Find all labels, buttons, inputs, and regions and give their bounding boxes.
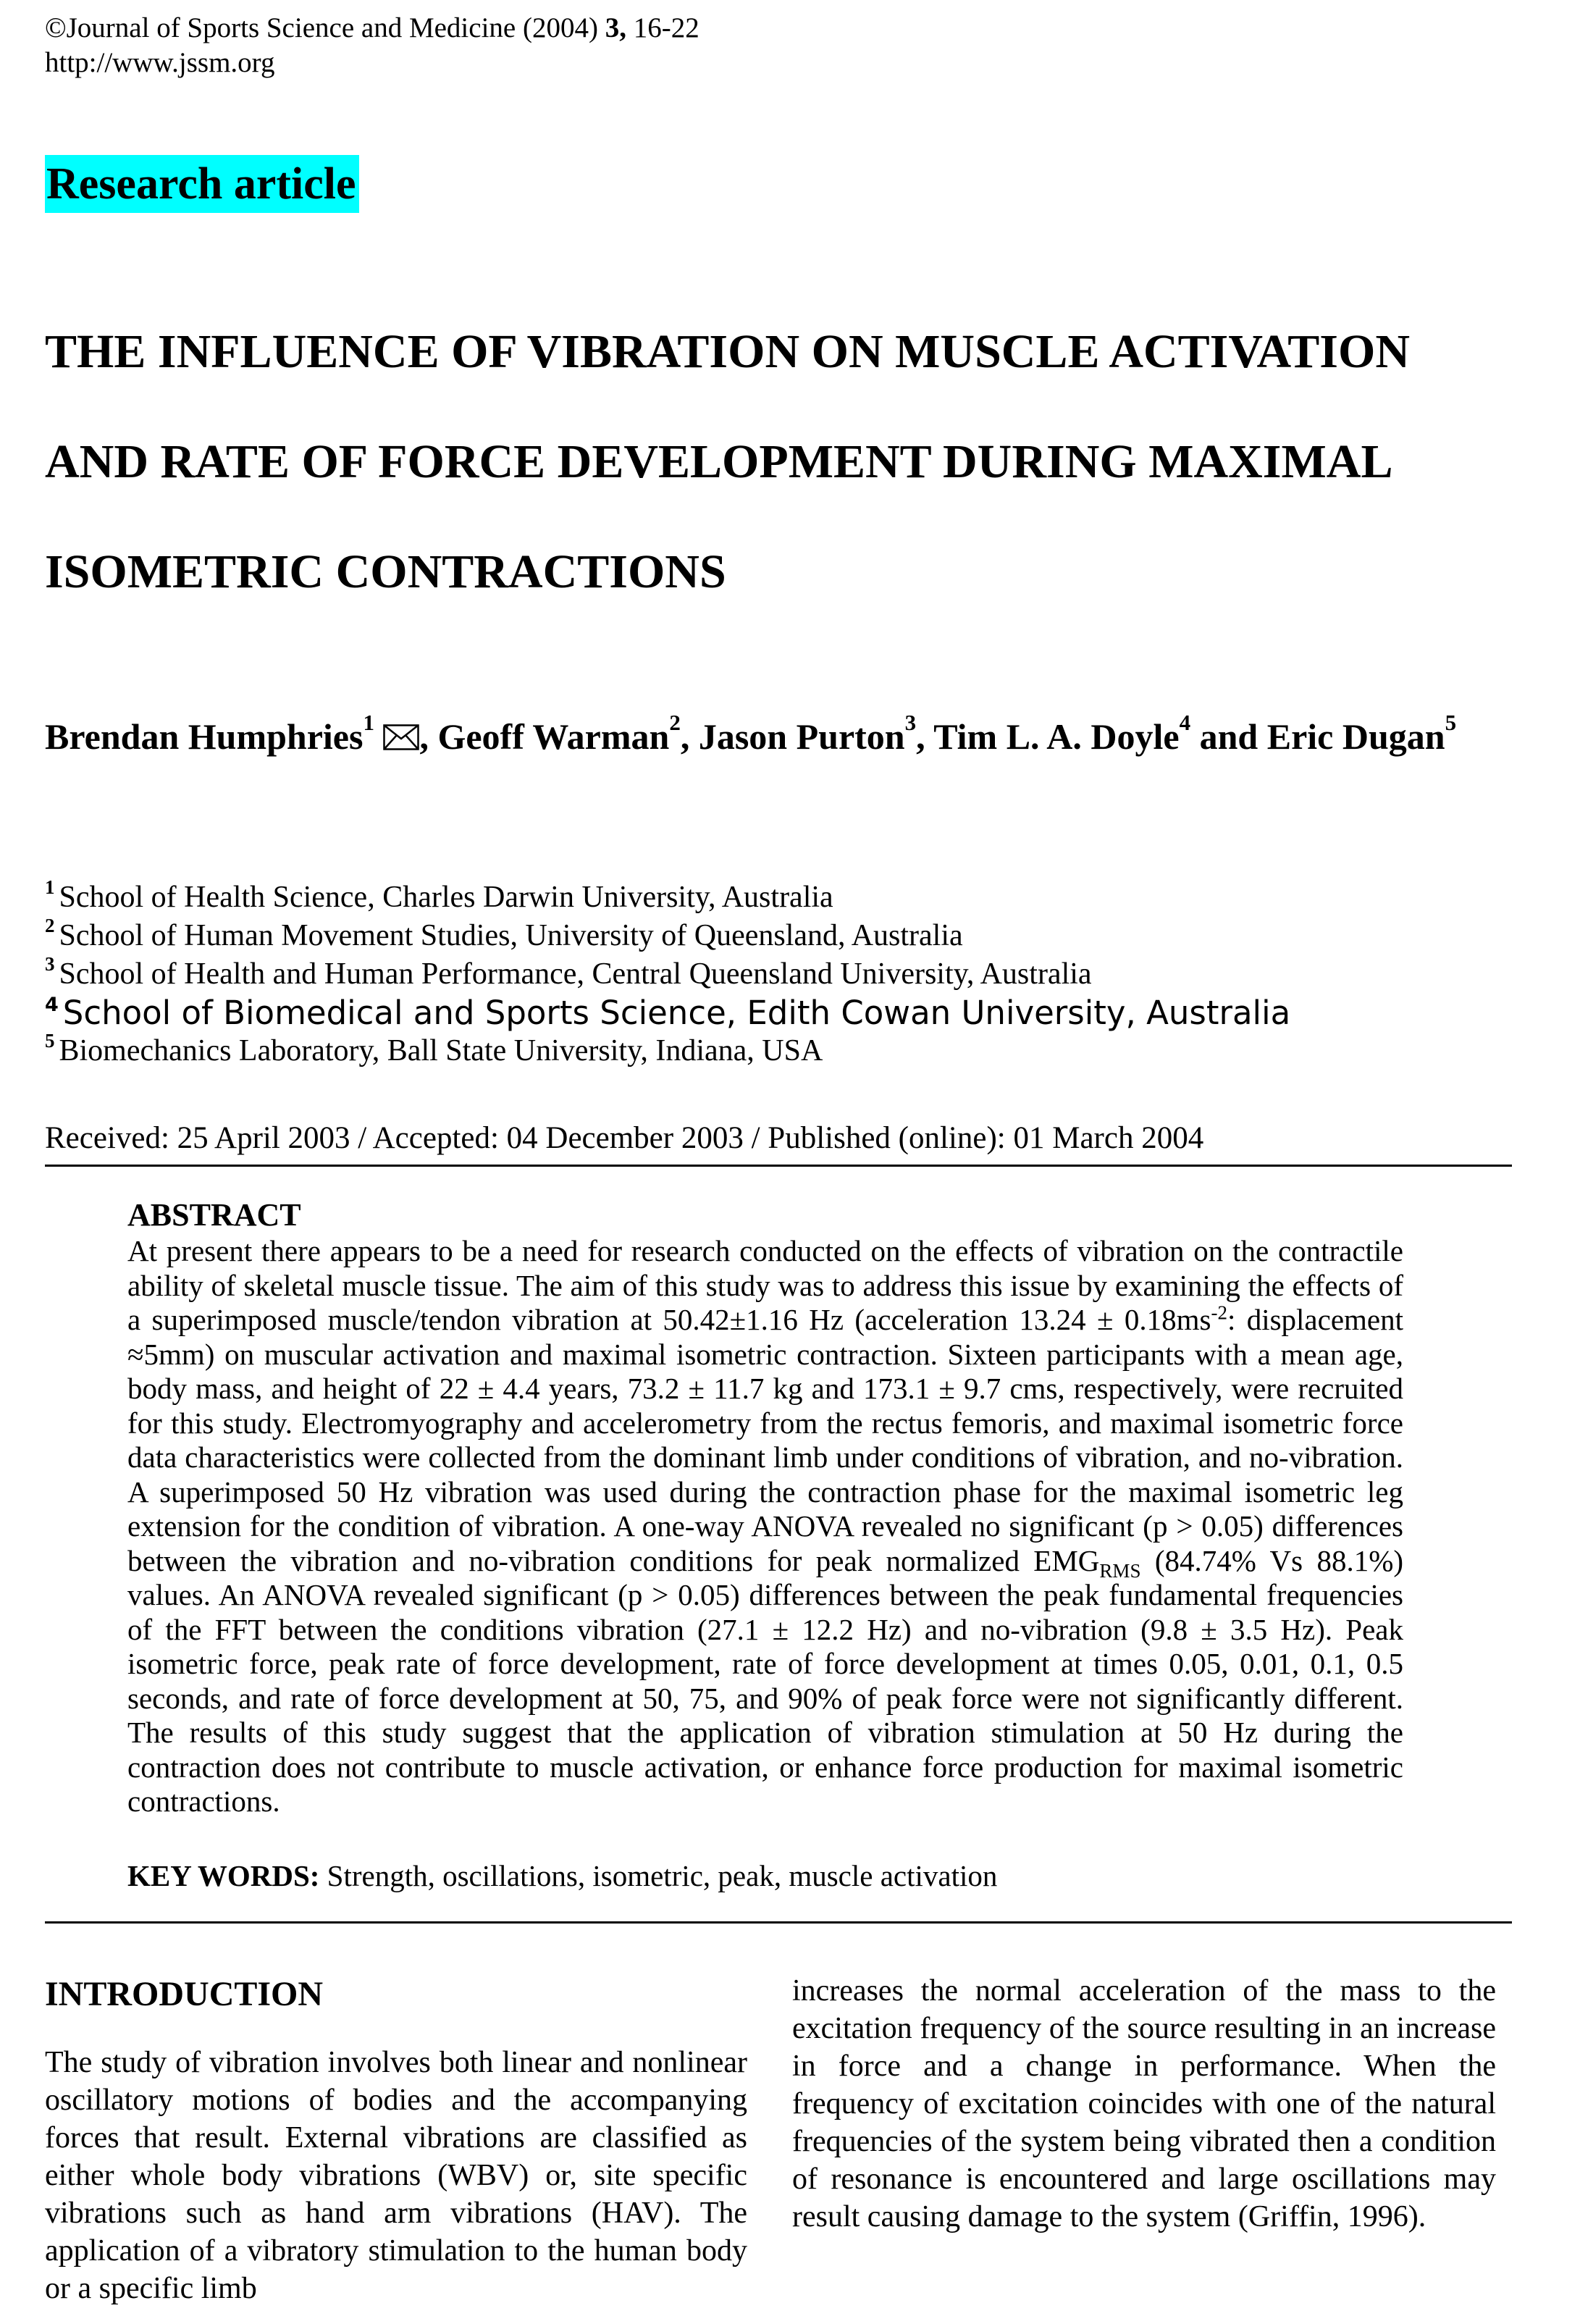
journal-volume: 3, [605, 12, 626, 43]
abstract-text-part: At present there appears to be a need for research conducted on the effects of vibration on the contractile ability of skeletal muscle tissue. The aim of this study was to address this issue by examining the effects of a superimposed muscle/tendon vibration at 50.42±1.16 Hz (acceleration 13.24 ± 0.18ms [127, 1234, 1403, 1336]
author-affiliation-marker: 2 [669, 710, 681, 735]
body-paragraph: The study of vibration involves both linear and nonlinear oscillatory motions of bodies and the accompanying forces that result. External vibrations are classified as either whole body vibrations (WBV) or, site specific vibrations such as hand arm vibrations (HAV). The application of a vibratory stimulation to the human body or a specific limb [45, 2046, 747, 2305]
envelope-icon-graphic [383, 724, 419, 750]
author-affiliation-marker: 4 [1179, 710, 1191, 735]
abstract-block [127, 1196, 1403, 1819]
abstract-superscript: -2 [1211, 1301, 1227, 1324]
author-affiliation-marker: 3 [904, 710, 917, 735]
article-type-label: Research article [45, 155, 359, 213]
divider [45, 1165, 1512, 1167]
keywords [127, 1857, 997, 1895]
author-separator: , [916, 716, 934, 757]
abstract-text [127, 1234, 1403, 1819]
journal-url[interactable]: http://www.jssm.org [45, 47, 275, 78]
publication-dates: Received: 25 April 2003 / Accepted: 04 December 2003 / Published (online): 01 March 2004 [45, 1121, 1204, 1155]
author-separator: , [680, 716, 699, 757]
author-name: Tim L. A. Doyle [933, 716, 1180, 757]
affiliation-item [45, 994, 1290, 1032]
affiliation-text: School of Biomedical and Sports Science, Edith Cowan University, Australia [62, 994, 1291, 1032]
keywords-label: KEY WORDS: [127, 1859, 320, 1892]
author-affiliation-marker: 1 [363, 710, 374, 735]
affiliation-number: 1 [45, 876, 55, 898]
journal-citation [45, 10, 699, 46]
section-heading: INTRODUCTION [45, 1975, 324, 2013]
affiliation-number: 2 [45, 915, 55, 936]
author-separator: and [1190, 716, 1267, 757]
affiliation-text: School of Health Science, Charles Darwin University, Australia [59, 881, 833, 914]
body-paragraph: increases the normal acceleration of the mass to the excitation frequency of the source resulting in an increase in force and a change in performance. When the frequency of excitation coincides with one of the natural frequencies of the system being vibrated then a condition of resonance is encountered and large oscillations may result causing damage to the system (Griffin, 1996). [792, 1974, 1496, 2233]
abstract-subscript: RMS [1099, 1559, 1141, 1582]
affiliation-text: Biomechanics Laboratory, Ball State University, Indiana, USA [59, 1034, 823, 1067]
affiliation-item [45, 917, 1290, 955]
affiliation-number: 3 [45, 953, 55, 975]
author-name: Brendan Humphries [45, 716, 364, 757]
journal-pages: 16-22 [626, 12, 699, 43]
journal-prefix: ©Journal of Sports Science and Medicine (2004) [45, 12, 605, 43]
author-name: Eric Dugan [1266, 716, 1445, 757]
keywords-text: Strength, oscillations, isometric, peak, muscle activation [319, 1859, 998, 1892]
author-separator: , [419, 716, 438, 757]
divider [45, 1921, 1512, 1924]
author-list [45, 702, 1529, 771]
affiliation-text: School of Health and Human Performance, Central Queensland University, Australia [59, 957, 1092, 991]
introduction-left-column [45, 1973, 747, 2307]
paper-title: THE INFLUENCE OF VIBRATION ON MUSCLE ACTIVATION AND RATE OF FORCE DEVELOPMENT DURING MAXIMAL ISOMETRIC CONTRACTIONS [45, 325, 1410, 598]
abstract-text-part: (84.74% Vs 88.1%) values. An ANOVA revealed significant (p > 0.05) differences between the peak fundamental frequencies of the FFT between the conditions vibration (27.1 ± 12.2 Hz) and no-vibration (9.8 ± 3.5 Hz). Peak isometric force, peak rate of force development, rate of force development at times 0.05, 0.01, 0.1, 0.5 seconds, and rate of force development at 50, 75, and 90% of peak force were not significantly different. The results of this study suggest that the application of vibration stimulation at 50 Hz during the contraction does not contribute to muscle activation, or enhance force production for maximal isometric contractions. [127, 1543, 1403, 1818]
affiliation-item [45, 1032, 1290, 1070]
author-affiliation-marker: 5 [1445, 710, 1457, 735]
abstract-heading: ABSTRACT [127, 1197, 301, 1233]
introduction-right-column [792, 1972, 1496, 2236]
affiliation-number: 4 [45, 994, 59, 1016]
affiliation-number: 5 [45, 1030, 55, 1052]
abstract-text-part: : displacement ≈5mm) on muscular activation and maximal isometric contraction. Sixteen participants with a mean age, body mass, and height of 22 ± 4.4 years, 73.2 ± 11.7 kg and 173.1 ± 9.7 cms, respectively, were recruited for this study. Electromyography and accelerometry from the rectus femoris, and maximal isometric force data characteristics were collected from the dominant limb under conditions of vibration, and no-vibration. A superimposed 50 Hz vibration was used during the contraction phase for the maximal isometric leg extension for the condition of vibration. A one-way ANOVA revealed no significant (p > 0.05) differences between the vibration and no-vibration conditions for peak normalized EMG [127, 1303, 1404, 1577]
affiliation-item [45, 955, 1290, 994]
author-name: Geoff Warman [437, 716, 670, 757]
affiliation-list [45, 878, 1290, 1070]
envelope-icon[interactable] [383, 704, 419, 730]
affiliation-item [45, 878, 1290, 917]
affiliation-text: School of Human Movement Studies, University of Queensland, Australia [59, 919, 963, 952]
author-name: Jason Purton [698, 716, 905, 757]
